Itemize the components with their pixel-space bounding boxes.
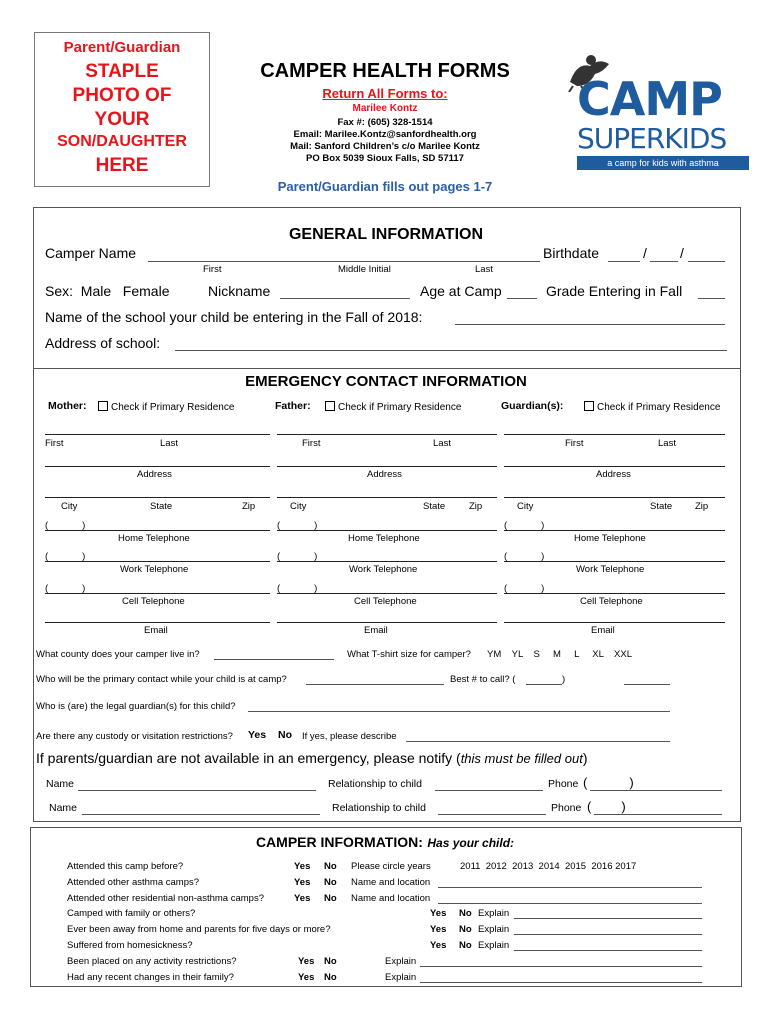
nickname-label: Nickname [208,283,271,299]
q-family-changes-no[interactable]: No [324,972,337,983]
guardian-work-paren: ( ) [504,551,545,562]
father-cell-paren: ( ) [277,583,318,594]
q-camped-family-no[interactable]: No [459,908,472,919]
q-camped-family: Camped with family or others? [67,908,196,919]
photo-box-line5: SON/DAUGHTER [57,133,187,150]
last-sublabel: Last [475,264,493,275]
notify-relationship-field-2[interactable] [438,814,546,815]
notify-heading: If parents/guardian are not available in an emergency, please notify (this must be filled out) [36,750,588,766]
mother-home-field[interactable] [45,530,270,531]
father-address-field[interactable] [277,466,497,467]
mother-city-label: City [61,501,78,512]
mother-city-field[interactable] [45,497,270,498]
notify-name-label-1: Name [46,778,75,790]
guardian-home-field[interactable] [504,530,725,531]
mother-address-field[interactable] [45,466,270,467]
mother-check-label: Check if Primary Residence [111,402,235,413]
q-nonasthma-camps-yes[interactable]: Yes [294,893,311,904]
mail: Mail: Sanford Children’s c/o Marilee Kontz [290,141,480,152]
q-homesickness-yes[interactable]: Yes [430,940,447,951]
logo-tagline: a camp for kids with asthma [577,156,749,170]
camper-name-field[interactable] [148,261,540,262]
father-cell-field[interactable] [277,593,497,594]
notify-phone-paren-2: ( ) [587,799,626,814]
checkbox-icon[interactable] [98,401,108,411]
q-family-changes-field[interactable] [420,982,702,983]
guardian-check-label: Check if Primary Residence [597,402,721,413]
logo-camp: CAMP [577,72,722,126]
guardian-cell-paren: ( ) [504,583,545,594]
q-activity-restrictions-no[interactable]: No [324,956,337,967]
guardian-city-field[interactable] [504,497,725,498]
q-asthma-camps-field[interactable] [438,887,702,888]
mother-work-label: Work Telephone [120,564,189,575]
q-asthma-camps-extra: Name and location [351,877,431,888]
father-check-label: Check if Primary Residence [338,402,462,413]
subtitle: Parent/Guardian fills out pages 1-7 [277,179,493,194]
guardian-title: Guardian(s): [501,400,564,412]
emergency-heading: EMERGENCY CONTACT INFORMATION [245,373,527,390]
q-away-home: Ever been away from home and parents for five days or more? [67,924,331,935]
guardian-cell-field[interactable] [504,593,725,594]
mother-last-label: Last [160,438,178,449]
guardian-home-label: Home Telephone [574,533,646,544]
photo-box-line4: YOUR [94,109,150,130]
q-camped-family-yes[interactable]: Yes [430,908,447,919]
father-city-field[interactable] [277,497,497,498]
father-cell-label: Cell Telephone [354,596,417,607]
mother-work-paren: ( ) [45,551,86,562]
q-activity-restrictions: Been placed on any activity restrictions? [67,956,237,967]
guardian-city-label: City [517,501,534,512]
general-heading: GENERAL INFORMATION [288,226,484,243]
school-address-label: Address of school: [45,335,161,351]
birthdate-label: Birthdate [543,245,600,261]
q-camped-family-field[interactable] [514,918,702,919]
mother-title: Mother: [48,400,87,412]
notify-phone-field-1[interactable] [590,790,722,791]
photo-box [34,32,210,187]
notify-phone-field-2[interactable] [594,814,722,815]
q-family-changes-extra: Explain [385,972,417,983]
notify-relationship-label-1: Relationship to child [328,778,422,790]
father-city-label: City [290,501,307,512]
q-activity-restrictions-field[interactable] [420,966,702,967]
father-home-field[interactable] [277,530,497,531]
q-activity-restrictions-yes[interactable]: Yes [298,956,315,967]
photo-box-line1: Parent/Guardian [63,39,181,56]
contact-name: Marilee Kontz [352,103,418,114]
father-last-label: Last [433,438,451,449]
legal-guardian-field[interactable] [248,711,670,712]
guardian-first-label: First [565,438,584,449]
mother-home-paren: ( ) [45,520,86,531]
page-title: CAMPER HEALTH FORMS [260,60,510,82]
q-homesickness: Suffered from homesickness? [67,940,193,951]
mother-name-field[interactable] [45,434,270,435]
father-primary-check[interactable] [325,401,461,413]
school-field[interactable] [455,324,725,325]
notify-phone-label-1: Phone [548,778,579,790]
custody-no[interactable]: No [278,729,292,741]
email: Email: Marilee.Kontz@sanfordhealth.org [293,129,477,140]
q-family-changes-yes[interactable]: Yes [298,972,315,983]
notify-relationship-field-1[interactable] [435,790,543,791]
father-zip-label: Zip [469,501,483,512]
q-attended-camp: Attended this camp before? [67,861,184,872]
notify-name-label-2: Name [49,802,78,814]
guardian-address-field[interactable] [504,466,725,467]
q-family-changes: Had any recent changes in their family? [67,972,234,983]
photo-box-line2: STAPLE [85,61,159,82]
photo-box-line3: PHOTO OF [72,85,172,106]
birth-year-field[interactable] [688,261,725,262]
custody-if-yes: If yes, please describe [302,731,397,742]
mother-primary-check[interactable] [98,401,234,413]
father-address-label: Address [367,469,402,480]
father-name-field[interactable] [277,434,497,435]
notify-phone-paren-1: ( ) [583,775,634,790]
best-call-label: Best # to call? ( [450,674,516,685]
primary-contact-label: Who will be the primary contact while your child is at camp? [36,674,287,685]
camper-info-heading: CAMPER INFORMATION: Has your child: [255,834,515,850]
father-first-label: First [302,438,321,449]
guardian-email-label: Email [591,625,615,636]
checkbox-icon[interactable] [584,401,594,411]
nickname-field[interactable] [280,298,410,299]
tshirt-label: What T-shirt size for camper? [347,649,471,660]
primary-contact-field[interactable] [306,684,444,685]
father-work-label: Work Telephone [349,564,418,575]
father-work-field[interactable] [277,561,497,562]
age-label: Age at Camp [420,283,502,299]
mother-address-label: Address [137,469,172,480]
mother-email-field[interactable] [45,622,270,623]
mother-home-label: Home Telephone [118,533,190,544]
school-label: Name of the school your child be entering in the Fall of 2018: [45,309,423,325]
grade-label: Grade Entering in Fall [546,283,683,299]
notify-relationship-label-2: Relationship to child [332,802,426,814]
father-state-label: State [423,501,446,512]
guardian-email-field[interactable] [504,622,725,623]
guardian-zip-label: Zip [695,501,709,512]
camper-name-label: Camper Name [45,245,137,261]
middle-sublabel: Middle Initial [338,264,391,275]
checkbox-icon[interactable] [325,401,335,411]
guardian-work-label: Work Telephone [576,564,645,575]
q-asthma-camps-no[interactable]: No [324,877,337,888]
q-away-home-no[interactable]: No [459,924,472,935]
guardian-cell-label: Cell Telephone [580,596,643,607]
camp-superkids-logo [565,52,745,182]
q-nonasthma-camps: Attended other residential non-asthma camps? [67,893,264,904]
guardian-primary-check[interactable] [584,401,720,413]
photo-box-line6: HERE [95,155,149,176]
fax: Fax #: (605) 328-1514 [337,117,433,128]
mother-first-label: First [45,438,64,449]
custody-yes[interactable]: Yes [248,729,267,741]
q-away-home-field[interactable] [514,934,702,935]
q-attended-camp-no[interactable]: No [324,861,337,872]
q-away-home-extra: Explain [478,924,510,935]
father-title: Father: [275,400,311,412]
tshirt-sizes[interactable]: YM YL S M L XL XXL [487,649,633,660]
grade-field[interactable] [698,298,725,299]
q-homesickness-field[interactable] [514,950,702,951]
po-box: PO Box 5039 Sioux Falls, SD 57117 [306,153,464,164]
q-activity-restrictions-extra: Explain [385,956,417,967]
q-asthma-camps: Attended other asthma camps? [67,877,200,888]
birth-slash-2: / [680,245,684,261]
age-field[interactable] [507,298,537,299]
camper-info-subtitle: Has your child: [427,836,515,850]
county-label: What county does your camper live in? [36,649,200,660]
camper-info-title: CAMPER INFORMATION [255,834,419,850]
q-homesickness-no[interactable]: No [459,940,472,951]
guardian-work-field[interactable] [504,561,725,562]
birth-month-field[interactable] [608,261,640,262]
q-nonasthma-camps-field[interactable] [438,903,702,904]
q-nonasthma-camps-extra: Name and location [351,893,431,904]
q-nonasthma-camps-no[interactable]: No [324,893,337,904]
birth-slash-1: / [643,245,647,261]
notify-phone-label-2: Phone [551,802,582,814]
logo-superkids: SUPERKIDS [577,122,727,155]
mother-work-field[interactable] [45,561,270,562]
q-attended-camp-yes[interactable]: Yes [294,861,311,872]
guardian-name-field[interactable] [504,434,725,435]
notify-name-field-2[interactable] [82,814,320,815]
father-work-paren: ( ) [277,551,318,562]
mother-cell-label: Cell Telephone [122,596,185,607]
mother-state-label: State [150,501,173,512]
notify-note: this must be filled out [460,751,583,766]
best-call-close: ) [562,674,566,685]
sex-label[interactable]: Sex: Male Female [45,283,170,299]
best-call-number-field[interactable] [624,684,670,685]
q-attended-camp-years[interactable]: 2011 2012 2013 2014 2015 2016 2017 [460,861,637,872]
return-label: Return All Forms to: [322,86,448,101]
county-field[interactable] [214,659,334,660]
mother-cell-paren: ( ) [45,583,86,594]
school-address-field[interactable] [175,350,727,351]
best-call-area-field[interactable] [526,684,562,685]
mother-email-label: Email [144,625,168,636]
q-asthma-camps-yes[interactable]: Yes [294,877,311,888]
guardian-home-paren: ( ) [504,520,545,531]
father-email-label: Email [364,625,388,636]
guardian-last-label: Last [658,438,676,449]
mother-cell-field[interactable] [45,593,270,594]
q-attended-camp-extra: Please circle years [351,861,431,872]
guardian-state-label: State [650,501,673,512]
custody-label: Are there any custody or visitation restrictions? [36,731,233,742]
q-camped-family-extra: Explain [478,908,510,919]
father-home-label: Home Telephone [348,533,420,544]
notify-text: If parents/guardian are not available in an emergency, please notify [36,750,453,766]
mother-zip-label: Zip [242,501,256,512]
father-email-field[interactable] [277,622,497,623]
guardian-address-label: Address [596,469,631,480]
custody-describe-field[interactable] [406,741,670,742]
father-home-paren: ( ) [277,520,318,531]
birth-day-field[interactable] [650,261,678,262]
q-away-home-yes[interactable]: Yes [430,924,447,935]
q-homesickness-extra: Explain [478,940,510,951]
notify-name-field-1[interactable] [78,790,316,791]
first-sublabel: First [203,264,222,275]
legal-guardian-label: Who is (are) the legal guardian(s) for this child? [36,701,236,712]
